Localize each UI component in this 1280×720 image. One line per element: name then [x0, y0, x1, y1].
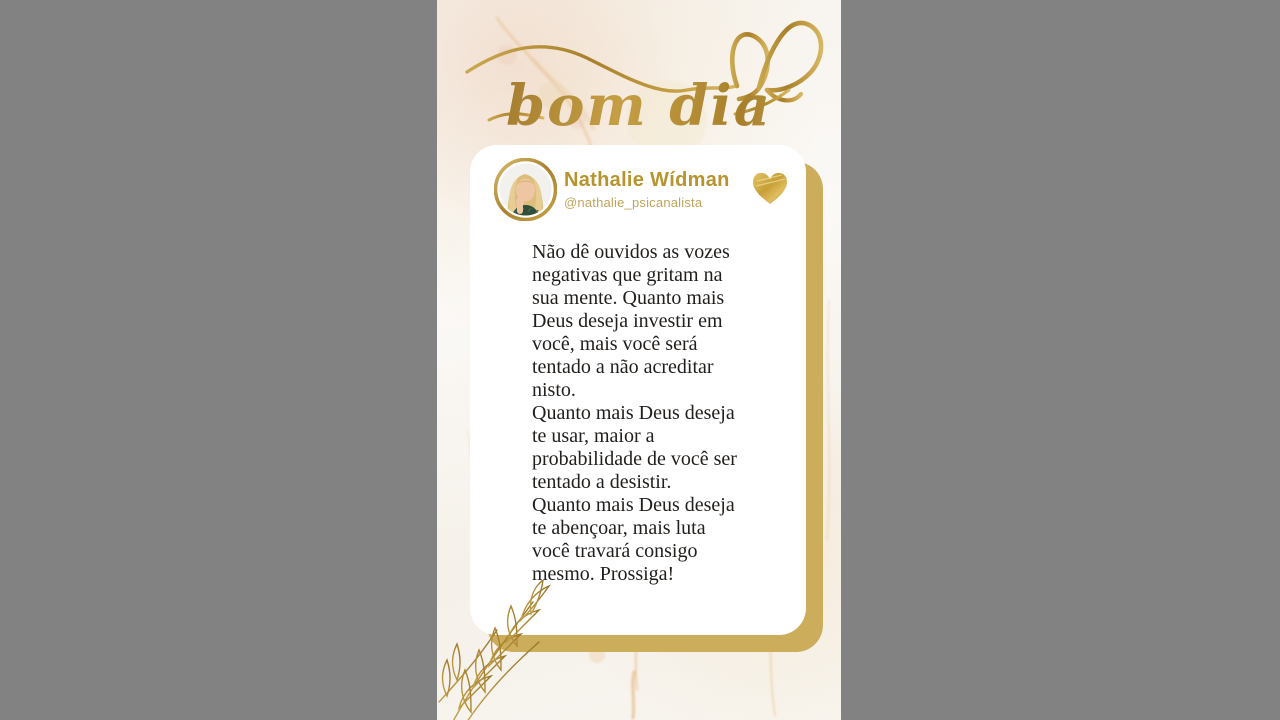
- quote-line: negativas que gritam na: [532, 264, 723, 286]
- letterbox-left: [0, 0, 437, 720]
- quote-line: sua mente. Quanto mais: [532, 287, 725, 309]
- quote-line: mesmo. Prossiga!: [532, 563, 675, 585]
- quote-card: [470, 145, 806, 635]
- quote-line: você, mais você será: [532, 333, 698, 355]
- greeting-script: bom dia: [437, 78, 841, 134]
- letterbox-right: [841, 0, 1280, 720]
- quote-line: nisto.: [532, 379, 576, 401]
- quote-line: te abençoar, mais luta: [532, 517, 706, 539]
- quote-line: você travará consigo: [532, 540, 698, 562]
- quote-line: te usar, maior a: [532, 425, 655, 447]
- quote-text: [532, 241, 794, 586]
- quote-line: tentado a desistir.: [532, 471, 672, 493]
- quote-line: tentado a não acreditar: [532, 356, 714, 378]
- gold-heart-icon: [748, 167, 792, 207]
- quote-line: Quanto mais Deus deseja: [532, 402, 735, 424]
- profile-info: [564, 169, 730, 210]
- quote-graphic: [437, 0, 841, 720]
- quote-line: Deus deseja investir em: [532, 310, 723, 332]
- profile-name: Nathalie Wídman: [564, 169, 730, 191]
- quote-line: Quanto mais Deus deseja: [532, 494, 735, 516]
- quote-line: probabilidade de você ser: [532, 448, 737, 470]
- quote-line: Não dê ouvidos as vozes: [532, 241, 730, 263]
- profile-handle: @nathalie_psicanalista: [564, 195, 703, 210]
- avatar: [494, 158, 557, 221]
